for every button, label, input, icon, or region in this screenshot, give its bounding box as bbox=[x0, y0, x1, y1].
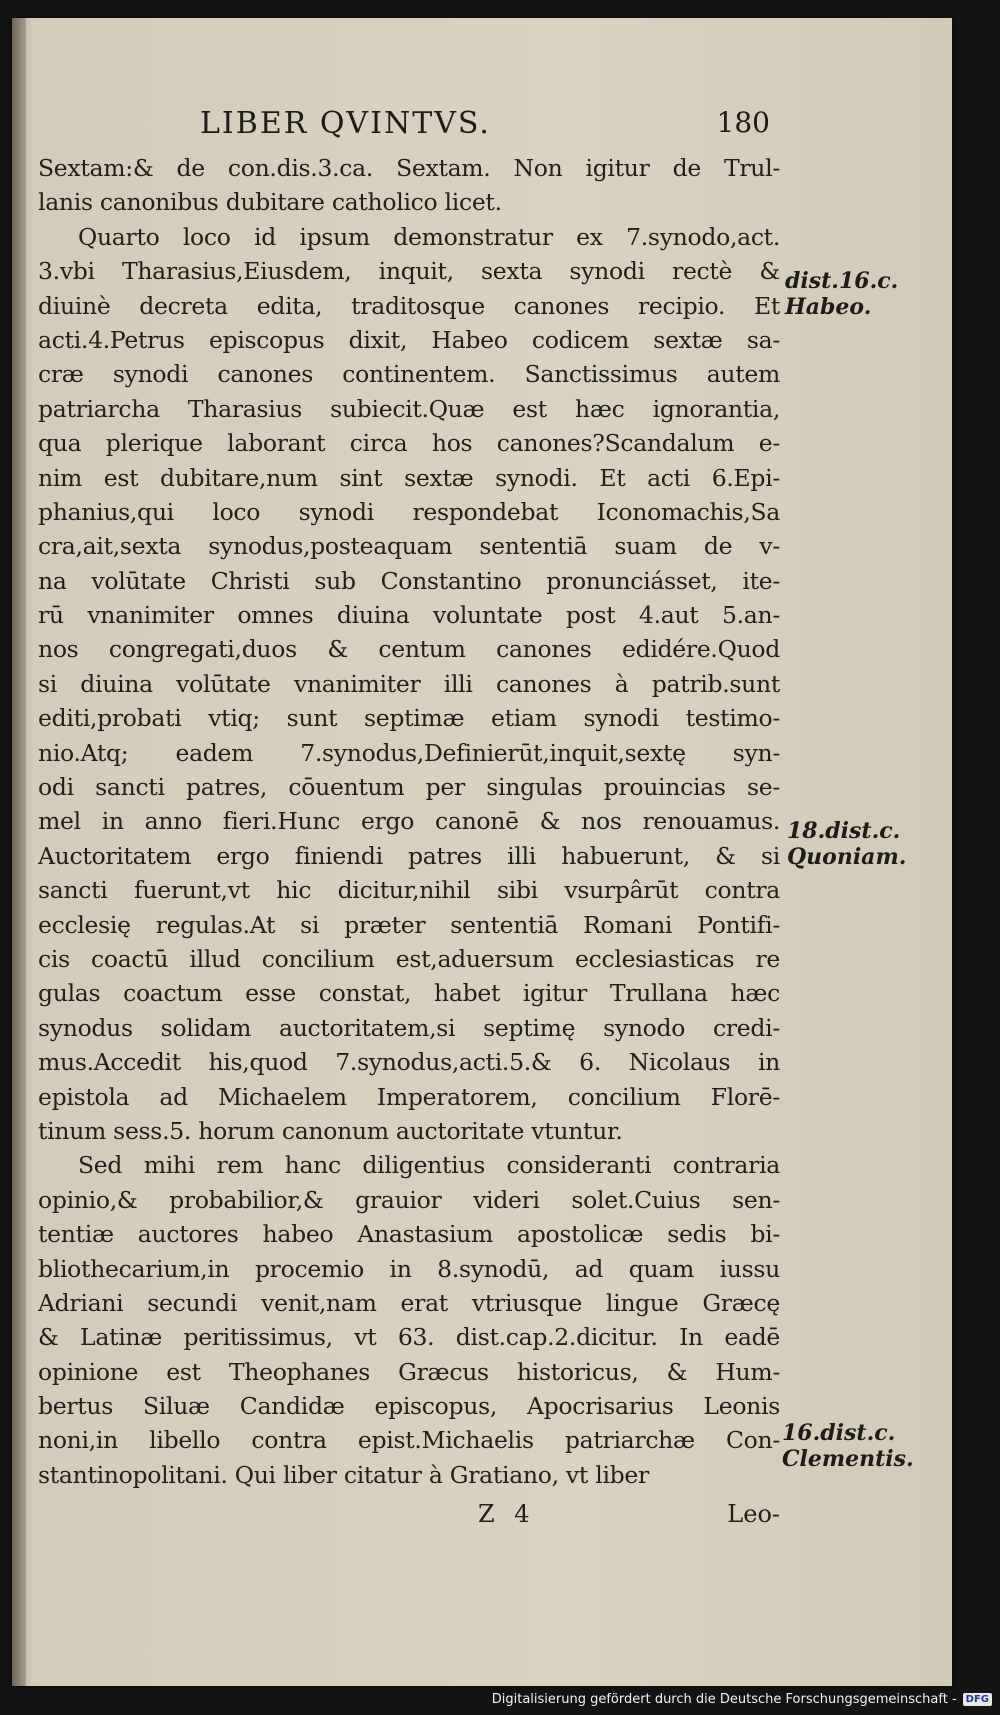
text-line: & Latinæ peritissimus, vt 63. dist.cap.2.dicitur. In eadē bbox=[38, 1323, 780, 1352]
text-line: odi sancti patres, cōuentum per singulas prouincias se- bbox=[38, 773, 780, 802]
text-line: rū vnanimiter omnes diuina voluntate post 4.aut 5.an- bbox=[38, 601, 780, 630]
text-line: qua plerique laborant circa hos canones?Scandalum e- bbox=[38, 429, 780, 458]
text-line: Auctoritatem ergo finiendi patres illi habuerunt, & si bbox=[38, 841, 780, 870]
text-line: mus.Accedit his,quod 7.synodus,acti.5.& 6. Nicolaus in bbox=[38, 1048, 780, 1077]
margin-note-2 bbox=[787, 818, 906, 870]
page-footer bbox=[38, 1500, 780, 1536]
book-page bbox=[12, 18, 952, 1686]
text-line: lanis canonibus dubitare catholico licet. bbox=[38, 188, 502, 217]
text-line: cis coactū illud concilium est,aduersum ecclesiasticas re bbox=[38, 944, 780, 973]
text-line: Adriani secundi venit,nam erat vtriusque lingue Græcę bbox=[38, 1288, 780, 1317]
digitization-credit-text: Digitalisierung gefördert durch die Deutsche Forschungsgemeinschaft - bbox=[491, 1691, 957, 1707]
text-line: nim est dubitare,num sint sextæ synodi. Et acti 6.Epi- bbox=[38, 463, 780, 492]
signature-mark: Z 4 bbox=[478, 1500, 536, 1528]
dfg-logo: DFG bbox=[963, 1693, 992, 1706]
text-line: Sextam:& de con.dis.3.ca. Sextam. Non igitur de Trul- bbox=[38, 154, 780, 182]
text-line: na volūtate Christi sub Constantino pronunciásset, ite- bbox=[38, 566, 780, 595]
text-line: noni,in libello contra epist.Michaelis patriarchæ Con- bbox=[38, 1426, 780, 1455]
margin-note-3-line1: 16.dist.c. bbox=[782, 1420, 896, 1446]
text-line: tinum sess.5. horum canonum auctoritate vtuntur. bbox=[38, 1116, 623, 1145]
text-line: nos congregati,duos & centum canones edidére.Quod bbox=[38, 635, 780, 664]
text-line: synodus solidam auctoritatem,si septimę synodo credi- bbox=[38, 1013, 780, 1042]
text-line: gulas coactum esse constat, habet igitur Trullana hæc bbox=[38, 979, 780, 1008]
text-line: phanius,qui loco synodi respondebat Iconomachis,Sa bbox=[38, 497, 780, 526]
text-line: diuinè decreta edita, traditosque canones recipio. Et bbox=[38, 291, 780, 320]
margin-note-3 bbox=[782, 1420, 914, 1472]
text-line: opinio,& probabilior,& grauior videri solet.Cuius sen- bbox=[38, 1185, 780, 1214]
text-line: patriarcha Tharasius subiecit.Quæ est hæc ignorantia, bbox=[38, 394, 780, 423]
text-line: si diuina volūtate vnanimiter illi canones à patrib.sunt bbox=[38, 669, 780, 698]
running-header bbox=[200, 106, 770, 148]
text-line: Sed mihi rem hanc diligentius consideranti contraria bbox=[78, 1151, 780, 1180]
text-line: acti.4.Petrus episcopus dixit, Habeo codicem sextæ sa- bbox=[38, 325, 780, 354]
running-title: LIBER QVINTVS. bbox=[200, 106, 491, 141]
margin-note-2-line1: 18.dist.c. bbox=[787, 818, 901, 844]
text-line: cra,ait,sexta synodus,posteaquam sententiā suam de v- bbox=[38, 532, 780, 561]
body-text bbox=[38, 151, 780, 1492]
margin-note-1-line2: Habeo. bbox=[785, 294, 872, 320]
text-line: editi,probati vtiq; sunt septimæ etiam synodi testimo- bbox=[38, 704, 780, 733]
text-line: 3.vbi Tharasius,Eiusdem, inquit, sexta synodi rectè & bbox=[38, 257, 780, 286]
text-line: epistola ad Michaelem Imperatorem, concilium Florē- bbox=[38, 1082, 780, 1111]
margin-note-1 bbox=[785, 268, 898, 320]
folio-number: 180 bbox=[716, 106, 770, 139]
digitization-credit bbox=[492, 1689, 992, 1709]
catchword: Leo- bbox=[727, 1500, 780, 1528]
page-gutter-shadow bbox=[12, 18, 26, 1686]
text-line: bertus Siluæ Candidæ episcopus, Apocrisarius Leonis bbox=[38, 1392, 780, 1421]
text-line: stantinopolitani. Qui liber citatur à Gratiano, vt liber bbox=[38, 1460, 649, 1489]
text-line: Quarto loco id ipsum demonstratur ex 7.synodo,act. bbox=[78, 222, 780, 251]
text-line: ecclesię regulas.At si præter sententiā Romani Pontifi- bbox=[38, 910, 780, 939]
text-line: nio.Atq; eadem 7.synodus,Definierūt,inquit,sextę syn- bbox=[38, 738, 780, 767]
text-line: sancti fuerunt,vt hic dicitur,nihil sibi vsurpârūt contra bbox=[38, 876, 780, 905]
text-line: cræ synodi canones continentem. Sanctissimus autem bbox=[38, 360, 780, 389]
text-line: bliothecarium,in procemio in 8.synodū, ad quam iussu bbox=[38, 1254, 780, 1283]
text-line: opinione est Theophanes Græcus historicus, & Hum- bbox=[38, 1357, 780, 1386]
margin-note-3-line2: Clementis. bbox=[782, 1446, 914, 1472]
margin-note-1-line1: dist.16.c. bbox=[785, 268, 899, 294]
margin-note-2-line2: Quoniam. bbox=[787, 844, 907, 870]
text-line: tentiæ auctores habeo Anastasium apostolicæ sedis bi- bbox=[38, 1220, 780, 1249]
text-line: mel in anno fieri.Hunc ergo canonē & nos renouamus. bbox=[38, 807, 780, 836]
